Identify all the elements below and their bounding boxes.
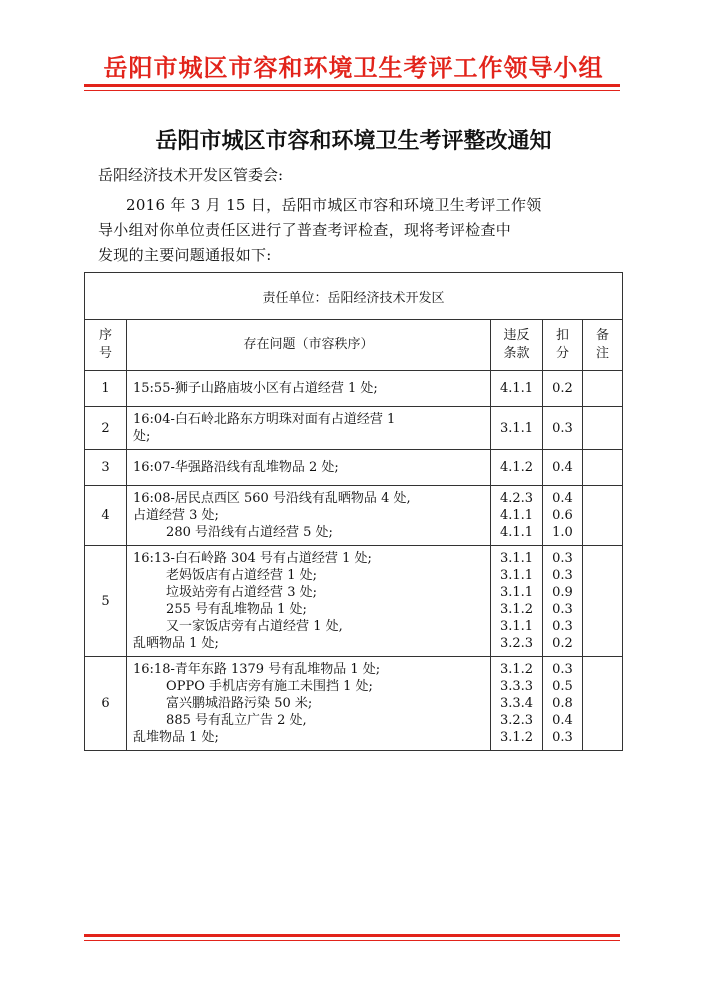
issue-cell-line: 16:04-白石岭北路东方明珠对面有占道经营 1 (133, 412, 396, 427)
code-cell-line: 4.1.1 (499, 508, 534, 523)
code-cell (491, 486, 543, 546)
col-header-code-1: 违反 (503, 328, 530, 343)
points-cell (543, 486, 583, 546)
table-row (85, 657, 623, 751)
table-row (85, 407, 623, 450)
col-header-issue: 存在问题（市容秩序） (127, 320, 491, 371)
code-cell (491, 546, 543, 657)
issue-cell-line: 又一家饭店旁有占道经营 1 处, (133, 619, 343, 634)
points-cell (543, 450, 583, 486)
points-cell-line: 0.6 (552, 508, 573, 523)
unit-row (85, 273, 623, 320)
issue-cell-line: 16:08-居民点西区 560 号沿线有乱晒物品 4 处, (133, 491, 411, 506)
issue-cell-line: 垃圾站旁有占道经营 3 处; (133, 585, 317, 600)
col-header-num (85, 320, 127, 371)
issue-cell (127, 486, 491, 546)
points-cell-line: 0.3 (552, 602, 573, 617)
code-cell-line: 4.1.1 (499, 381, 534, 396)
row-number: 5 (85, 546, 127, 657)
notes-cell (583, 407, 623, 450)
col-header-num-2: 号 (98, 346, 112, 361)
code-cell-line: 3.1.1 (499, 585, 534, 600)
issue-cell-line: 乱堆物品 1 处; (133, 730, 219, 745)
issue-cell-line: 255 号有乱堆物品 1 处; (133, 602, 307, 617)
code-cell (491, 450, 543, 486)
footer-rule-thick (84, 934, 620, 937)
points-cell-line: 0.3 (552, 730, 573, 745)
notes-cell (583, 657, 623, 751)
issue-cell-line: 乱晒物品 1 处; (133, 636, 219, 651)
row-number: 6 (85, 657, 127, 751)
issue-cell (127, 371, 491, 407)
header-rule-thin (84, 90, 620, 91)
points-cell-line: 0.3 (552, 662, 573, 677)
issue-cell-line: 15:55-狮子山路庙坡小区有占道经营 1 处; (133, 381, 378, 396)
issue-cell (127, 546, 491, 657)
points-cell (543, 546, 583, 657)
row-number: 3 (85, 450, 127, 486)
code-cell-line: 3.1.1 (499, 568, 534, 583)
row-number: 4 (85, 486, 127, 546)
header-row (85, 320, 623, 371)
code-cell-line: 3.2.3 (499, 713, 534, 728)
notes-cell (583, 546, 623, 657)
paragraph-line-2: 导小组对你单位责任区进行了普查考评检查，现将考评检查中 (98, 221, 512, 239)
points-cell-line: 0.2 (552, 636, 573, 651)
code-cell-line: 4.2.3 (499, 491, 534, 506)
points-cell-line: 0.9 (552, 585, 573, 600)
table-body (85, 371, 623, 751)
issue-cell (127, 407, 491, 450)
issue-cell-line: 16:13-白石岭路 304 号有占道经营 1 处; (133, 551, 372, 566)
col-header-notes (583, 320, 623, 371)
col-header-points-1: 扣 (555, 328, 569, 343)
issue-cell-line: OPPO 手机店旁有施工未围挡 1 处; (133, 679, 373, 694)
col-header-points-2: 分 (555, 346, 569, 361)
points-cell-line: 0.3 (552, 420, 573, 436)
col-header-notes-1: 备 (595, 328, 609, 343)
notice-title: 岳阳市城区市容和环境卫生考评整改通知 (155, 128, 552, 154)
issue-cell-line: 280 号沿线有占道经营 5 处; (133, 525, 333, 540)
issue-cell-line: 老妈饭店有占道经营 1 处; (133, 568, 317, 583)
row-number: 1 (85, 371, 127, 407)
points-cell-line: 0.3 (552, 551, 573, 566)
table-row (85, 371, 623, 407)
code-cell-line: 3.1.1 (499, 420, 534, 436)
issue-cell (127, 657, 491, 751)
code-cell-line: 3.1.1 (499, 551, 534, 566)
recipient-line: 岳阳经济技术开发区管委会: (98, 166, 284, 184)
issue-cell-line: 16:07-华强路沿线有乱堆物品 2 处; (133, 460, 339, 475)
issue-cell-line: 占道经营 3 处; (133, 508, 219, 523)
issue-cell (127, 450, 491, 486)
table-row (85, 486, 623, 546)
points-cell-line: 0.5 (552, 679, 573, 694)
code-cell-line: 3.3.3 (499, 679, 534, 694)
issue-cell-line: 885 号有乱立广告 2 处, (133, 713, 307, 728)
header-rule-thick (84, 84, 620, 87)
points-cell-line: 0.8 (552, 696, 573, 711)
col-header-code-2: 条款 (503, 346, 530, 361)
code-cell-line: 4.1.1 (499, 525, 534, 540)
footer-rule-thin (84, 940, 620, 941)
col-header-points (543, 320, 583, 371)
code-cell-line: 3.1.1 (499, 619, 534, 634)
col-header-code (491, 320, 543, 371)
points-cell-line: 1.0 (552, 525, 573, 540)
notes-cell (583, 371, 623, 407)
code-cell (491, 371, 543, 407)
col-header-notes-2: 注 (595, 346, 609, 361)
points-cell-line: 0.4 (552, 460, 573, 475)
notes-cell (583, 450, 623, 486)
points-cell-line: 0.2 (552, 381, 573, 396)
code-cell-line: 4.1.2 (499, 460, 534, 475)
code-cell-line: 3.2.3 (499, 636, 534, 651)
responsible-unit: 责任单位：岳阳经济技术开发区 (85, 273, 623, 320)
points-cell (543, 407, 583, 450)
issue-cell-line: 处; (133, 429, 151, 444)
code-cell (491, 407, 543, 450)
points-cell-line: 0.4 (552, 713, 573, 728)
code-cell-line: 3.1.2 (499, 730, 534, 745)
paragraph-line-3: 发现的主要问题通报如下: (98, 246, 272, 264)
points-cell (543, 371, 583, 407)
code-cell-line: 3.3.4 (499, 696, 534, 711)
points-cell-line: 0.3 (552, 619, 573, 634)
issues-table (84, 272, 623, 751)
row-number: 2 (85, 407, 127, 450)
issue-cell-line: 16:18-青年东路 1379 号有乱堆物品 1 处; (133, 662, 381, 677)
col-header-num-1: 序 (98, 328, 112, 343)
code-cell (491, 657, 543, 751)
points-cell (543, 657, 583, 751)
issue-cell-line: 富兴鹏城沿路污染 50 米; (133, 696, 313, 711)
points-cell-line: 0.3 (552, 568, 573, 583)
org-header-title: 岳阳市城区市容和环境卫生考评工作领导小组 (103, 53, 604, 82)
table-row (85, 450, 623, 486)
points-cell-line: 0.4 (552, 491, 573, 506)
paragraph-line-1: 2016 年 3 月 15 日，岳阳市城区市容和环境卫生考评工作领 (126, 196, 542, 214)
code-cell-line: 3.1.2 (499, 602, 534, 617)
notes-cell (583, 486, 623, 546)
table-row (85, 546, 623, 657)
code-cell-line: 3.1.2 (499, 662, 534, 677)
